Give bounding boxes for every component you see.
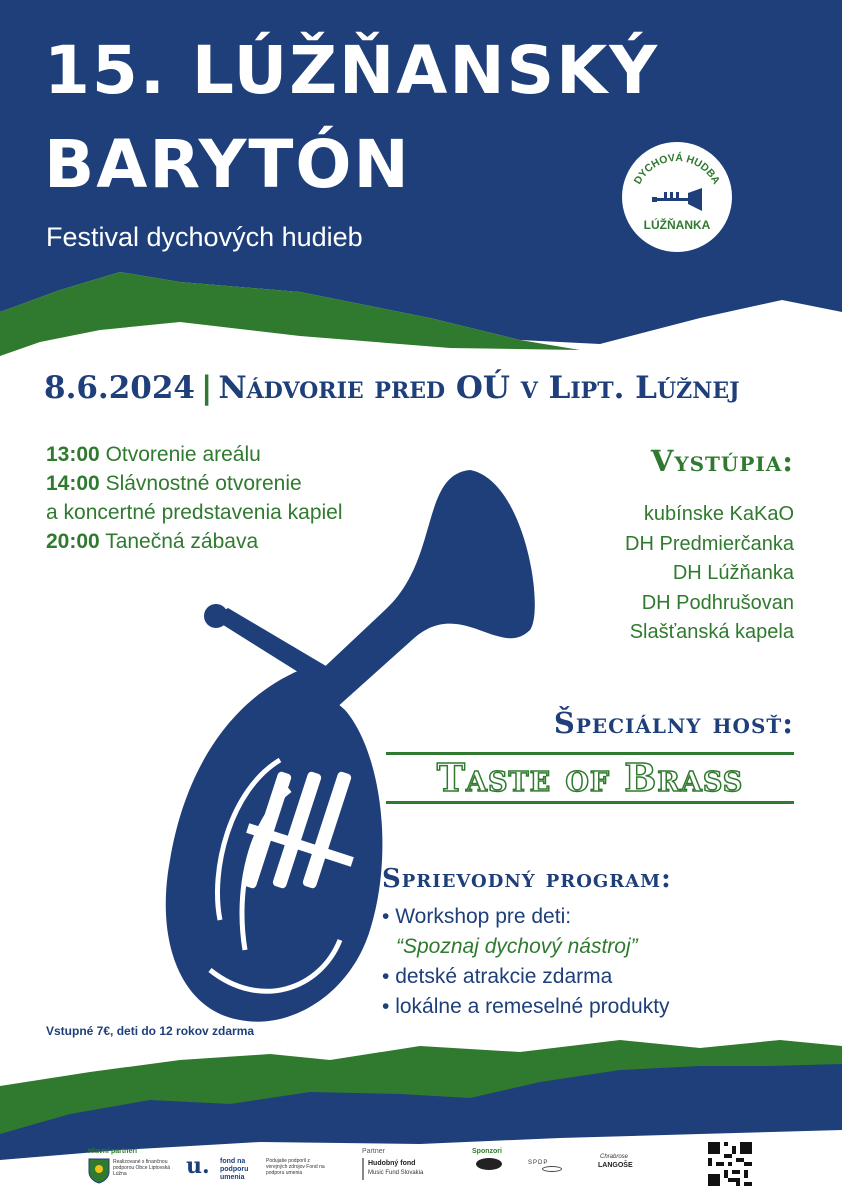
sponsor-1-logo-icon — [476, 1158, 502, 1170]
schedule-text: Slávnostné otvorenie — [105, 472, 302, 495]
program-item — [382, 902, 670, 932]
schedule-item — [46, 440, 343, 469]
schedule-item — [46, 498, 343, 527]
music-fund-name: Music Fund Slovakia — [368, 1170, 424, 1176]
sponsor-2-logo-icon — [542, 1166, 562, 1172]
partner-label: Partner — [362, 1148, 385, 1155]
sponsor-langose-small: Chrabrose — [600, 1154, 629, 1160]
performer-item: Slašťanská kapela — [629, 621, 794, 643]
bullet: • — [382, 905, 390, 928]
logo-top-text: DYCHOVÁ HUDBA — [631, 151, 723, 187]
schedule-item — [46, 527, 343, 556]
date-separator: | — [201, 370, 213, 406]
schedule-time: 13:00 — [46, 443, 100, 466]
program-item-text: lokálne a remeselné produkty — [395, 995, 670, 1018]
program-list — [382, 902, 670, 1022]
bullet: • — [382, 995, 390, 1018]
special-guest-heading: Špeciálny hosť: — [553, 706, 794, 740]
performers-list — [625, 500, 794, 648]
program-item-quote — [382, 932, 670, 962]
performer-item: DH Predmierčanka — [625, 532, 794, 555]
hudobny-fond-name: Hudobný fond — [368, 1160, 416, 1167]
sponsors-label: Sponzori — [472, 1148, 502, 1155]
event-venue: Nádvorie pred OÚ v Lipt. Lúžnej — [218, 370, 740, 406]
sponsors-footer — [0, 1140, 842, 1191]
trumpet-icon — [652, 188, 702, 211]
hudobny-fond-mark — [362, 1158, 364, 1180]
program-item-text: “Spoznaj dychový nástroj” — [396, 935, 638, 958]
schedule-text: Otvorenie areálu — [105, 443, 261, 466]
program-item-text: Workshop pre deti: — [395, 905, 572, 928]
performer-item: DH Lúžňanka — [672, 562, 794, 584]
municipality-text: Realizované s finančnou podporou Obce Liptovská Lúžna — [113, 1159, 170, 1177]
special-guest-name: Taste of Brass — [436, 755, 744, 800]
event-date-venue — [44, 370, 740, 406]
main-partners-label: Hlavní partneri — [88, 1148, 138, 1155]
performer-item: kubínske KaKaO — [643, 503, 794, 525]
schedule-item — [46, 469, 343, 498]
schedule-list — [46, 440, 343, 556]
bullet: • — [382, 965, 390, 988]
band-logo — [622, 142, 732, 252]
schedule-time: 14:00 — [46, 472, 100, 495]
special-guest-box — [386, 752, 794, 804]
sponsor-langose: LANGOŠE — [598, 1162, 633, 1169]
program-heading: Sprievodný program: — [382, 864, 672, 894]
fpu-support-text: Podujatie podporil z verejných zdrojov Fond na podporu umenia — [266, 1158, 325, 1176]
municipality-crest-icon — [88, 1158, 110, 1184]
schedule-text: Tanečná zábava — [105, 530, 259, 553]
horn-mouthpiece — [212, 608, 326, 682]
program-item — [382, 992, 670, 1022]
fpu-name: fond na podporu umenia — [220, 1158, 249, 1181]
logo-graphics — [622, 142, 732, 252]
sponsor-sdp: SPDP — [528, 1160, 549, 1166]
horn-mouthpiece-cup — [204, 604, 228, 628]
event-date: 8.6.2024 — [44, 370, 196, 406]
poster-subtitle: Festival dychových hudieb — [46, 222, 363, 252]
schedule-time: 20:00 — [46, 530, 100, 553]
performer-item: DH Podhrušovan — [641, 591, 794, 614]
fpu-logo-icon: u. — [186, 1153, 210, 1179]
program-item-text: detské atrakcie zdarma — [395, 965, 613, 988]
horn-body — [166, 670, 383, 1022]
performers-heading: Vystúpia: — [650, 444, 794, 478]
logo-bottom-text: LÚŽŇANKA — [643, 218, 711, 232]
program-item — [382, 962, 670, 992]
admission-info: Vstupné 7€, deti do 12 rokov zdarma — [46, 1024, 255, 1038]
qr-code-icon — [708, 1142, 752, 1186]
poster-title-line1: 15. LÚŽŇANSKÝ — [44, 32, 660, 109]
schedule-text: a koncertné predstavenia kapiel — [46, 501, 343, 524]
poster-title-line2: BARYTÓN — [44, 126, 411, 203]
